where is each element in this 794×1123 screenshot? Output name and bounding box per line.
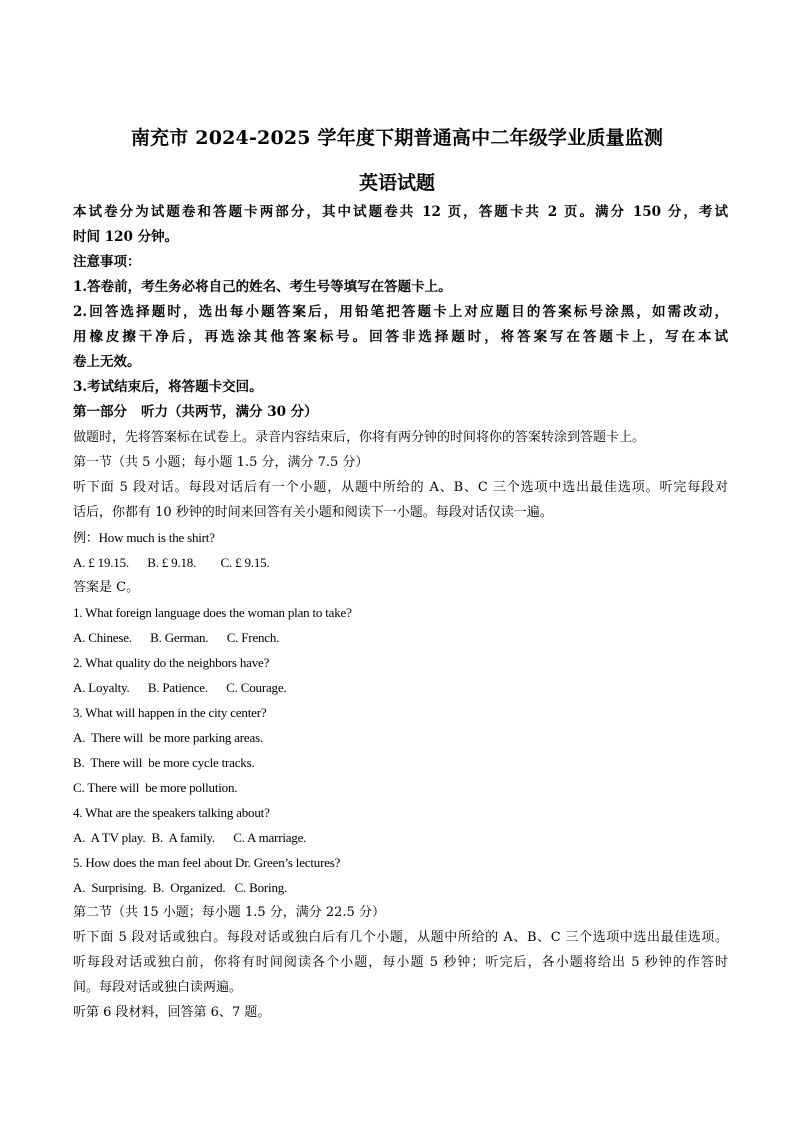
- section2-instruction-line-2: 听每段对话或独白前，你将有时间阅读各个小题，每小题 5 秒钟；听完后，各小题将给出 5 秒钟的作答时: [73, 955, 728, 970]
- example-answer: 答案是 C。: [73, 580, 140, 595]
- section2-instruction-line-3: 间。每段对话或独白读两遍。: [73, 980, 243, 995]
- question-1: 1. What foreign language does the woman plan to take?: [73, 605, 352, 620]
- question-3-option-b: B. There will be more cycle tracks.: [73, 755, 255, 770]
- notice-item-2-line-3: 卷上无效。: [73, 354, 141, 370]
- question-3-option-a: A. There will be more parking areas.: [73, 730, 263, 745]
- page-subtitle: 英语试题: [358, 172, 435, 194]
- question-1-options: A. Chinese. B. German. C. French.: [73, 630, 280, 645]
- section2-material-6: 听第 6 段材料，回答第 6、7 题。: [73, 1005, 271, 1020]
- section1-instruction-line-1: 听下面 5 段对话。每段对话后有一个小题，从题中所给的 A、B、C 三个选项中选出最佳选项。听完每段对: [73, 480, 728, 495]
- example-options: A. £ 19.15. B. £ 9.18. C. £ 9.15.: [73, 555, 270, 570]
- part1-heading-label: 第一部分: [73, 404, 127, 420]
- question-4: 4. What are the speakers talking about?: [73, 805, 270, 820]
- notice-intro-line-1: 本试卷分为试题卷和答题卡两部分，其中试题卷共 12 页，答题卡共 2 页。满分 150 分，考试: [73, 204, 728, 220]
- question-5-options: A. Surprising. B. Organized. C. Boring.: [73, 880, 288, 895]
- question-3-option-c: C. There will be more pollution.: [73, 780, 238, 795]
- document-body: [73, 200, 728, 1025]
- question-2: 2. What quality do the neighbors have?: [73, 655, 270, 670]
- question-4-options: A. A TV play. B. A family. C. A marriage.: [73, 830, 307, 845]
- section1-heading: 第一节（共 5 小题；每小题 1.5 分，满分 7.5 分）: [73, 455, 369, 470]
- section2-instruction-line-1: 听下面 5 段对话或独白。每段对话或独白后有几个小题，从题中所给的 A、B、C 三个选项中选出最佳选项。: [73, 930, 728, 945]
- question-5: 5. How does the man feel about Dr. Green’s lectures?: [73, 855, 341, 870]
- notice-item-2-line-1: 2.回答选择题时，选出每小题答案后，用铅笔把答题卡上对应题目的答案标号涂黑，如需改动，: [73, 304, 728, 320]
- part1-heading-detail: 听力（共两节，满分 30 分）: [141, 404, 318, 420]
- part1-instruction: 做题时，先将答案标在试卷上。录音内容结束后，你将有两分钟的时间将你的答案转涂到答题卡上。: [73, 430, 646, 445]
- page-title: 南充市 2024-2025 学年度下期普通高中二年级学业质量监测: [130, 127, 664, 149]
- question-3: 3. What will happen in the city center?: [73, 705, 267, 720]
- notice-heading: 注意事项：: [73, 254, 141, 270]
- notice-intro-line-2: 时间 120 分钟。: [73, 229, 179, 245]
- notice-item-3: 3.考试结束后，将答题卡交回。: [73, 379, 263, 395]
- part1-heading: [73, 400, 728, 425]
- notice-item-1: 1.答卷前，考生务必将自己的姓名、考生号等填写在答题卡上。: [73, 279, 452, 295]
- section1-instruction-line-2: 话后，你都有 10 秒钟的时间来回答有关小题和阅读下一小题。每段对话仅读一遍。: [73, 505, 553, 520]
- notice-item-2-line-2: 用橡皮擦干净后，再选涂其他答案标号。回答非选择题时，将答案写在答题卡上，写在本试: [73, 329, 728, 345]
- question-2-options: A. Loyalty. B. Patience. C. Courage.: [73, 680, 287, 695]
- section2-heading: 第二节（共 15 小题；每小题 1.5 分，满分 22.5 分）: [73, 905, 385, 920]
- example-question: 例：How much is the shirt?: [73, 530, 215, 545]
